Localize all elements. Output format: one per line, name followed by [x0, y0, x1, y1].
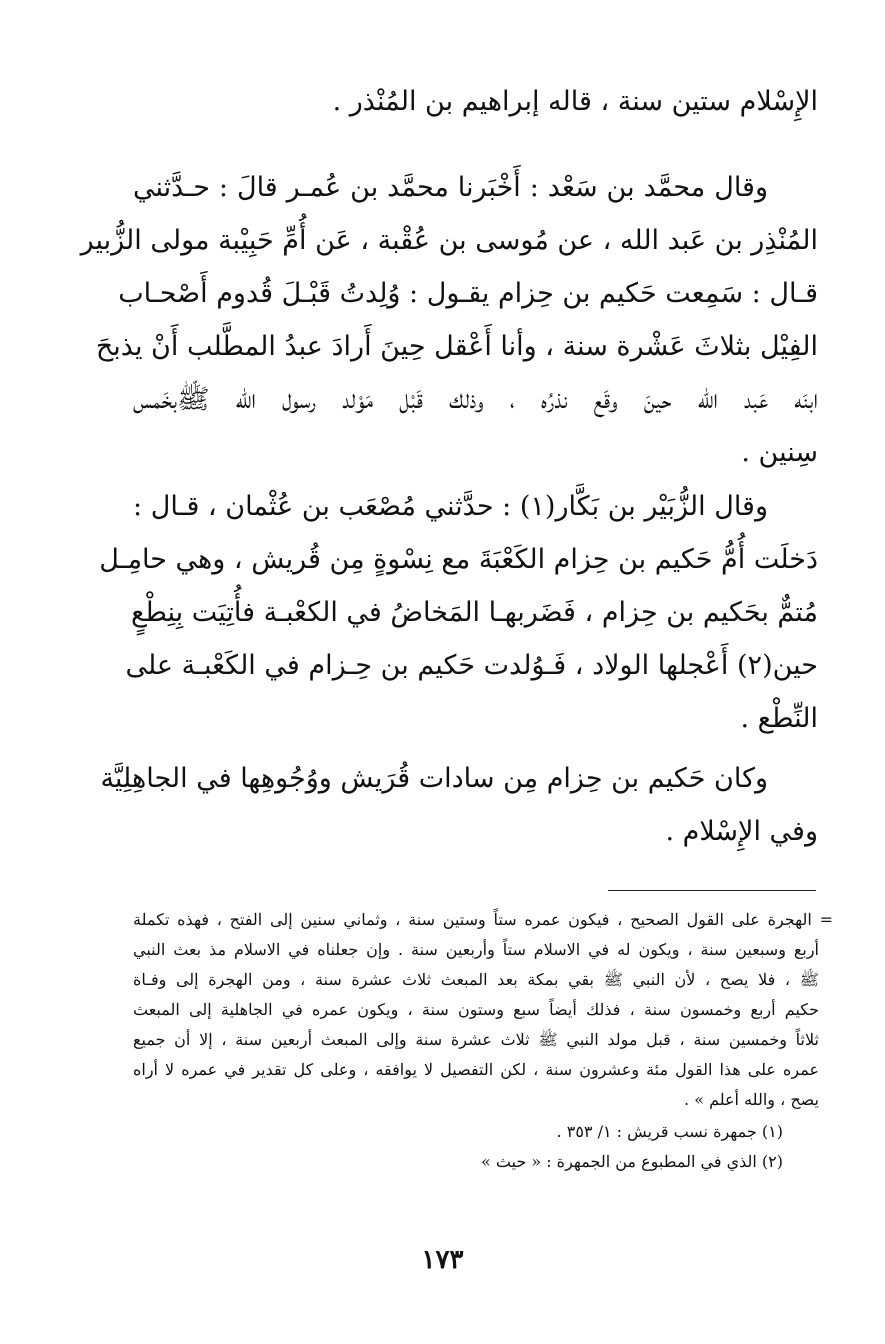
footnote-line: حكيم أربع وخمسون سنة ، فذلك أيضاً سبع وستون سنة ، ويكون عمره في الجاهلية إلى المبعث [133, 1000, 819, 1019]
footnote-line: أربع وسبعين سنة ، ويكون له في الاسلام ستاً وأربعين سنة . وإن جعلناه في الاسلام مذ بعث النبي [133, 940, 820, 959]
paragraph-1 [133, 75, 818, 128]
footnotes [133, 905, 833, 1177]
page-number: ١٧٣ [421, 1245, 464, 1275]
footnote-line: ﷺ ، فلا يصح ، لأن النبي ﷺ بقي بمكة بعد المبعث ثلاث عشرة سنة ، ومن الهجرة إلى وفـاة [133, 970, 820, 989]
footnote-line: عمره على هذا القول مئة وعشرون سنة ، لكن التفصيل لا يوافقه ، وعلى كل تقدير في عمره لا أراه [133, 1060, 819, 1079]
text-line: حين(٢) أَعْجلها الولاد ، فَـوُلدت حَكيم بن حِـزام في الكَعْبـة على [125, 650, 818, 681]
footnote-1: (١) جمهرة نسب قريش : ١/ ٣٥٣ . [556, 1122, 783, 1141]
text-line: دَخلَت أُمُّ حَكيم بن حِزام الكَعْبَةَ مع نِسْوةٍ مِن قُريش ، وهي حامِـل [99, 544, 818, 575]
text-line: وقال محمَّد بن سَعْد : أَخْبَرنا محمَّد بن عُمـر قالَ : حـدَّثني [133, 172, 768, 203]
text-line: وكان حَكيم بن حِزام مِن سادات قُرَيش ووُجُوهِها في الجاهِلِيَّة [100, 763, 768, 794]
text-line: قـال : سَمِعت حَكيم بن حِزام يقـول : وُلِدتُ قَبْـلَ قُدوم أَصْحـاب [118, 278, 818, 309]
text-line: الإِسْلام ستين سنة ، قاله إبراهيم بن المُنْذر . [332, 86, 818, 117]
footnote-line: = الهجرة على القول الصحيح ، فيكون عمره ستاً وستين سنة ، وثماني سنين إلى الفتح ، فهذه تكملة [133, 910, 833, 929]
footnote-line: ثلاثاً وخمسين سنة ، قبل مولد النبي ﷺ ثلاث عشرة سنة وإلى المبعث أربعين سنة ، إلا أن جميع [133, 1030, 819, 1049]
paragraph-4 [100, 752, 818, 858]
footnote-separator [608, 890, 816, 891]
text-line: ابنَه عَبد الله حينَ وقَع نذرُه ، وذلك قَبْل مَوْلد رسول الله ﷺبخَمس [133, 384, 818, 415]
footnote-2: (٢) الذي في المطبوع من الجمهرة : « حيث » [480, 1152, 783, 1171]
text-line: النِّطْع . [740, 703, 818, 734]
text-line: وقال الزُّبَيْر بن بَكَّار(١) : حدَّثني مُصْعَب بن عُثْمان ، قـال : [133, 491, 768, 522]
paragraph-3 [99, 480, 818, 745]
footnote-line: يصح ، والله أعلم » . [684, 1090, 819, 1109]
text-line: وفي الإِسْلام . [665, 816, 818, 847]
text-line: المُنْذِر بن عَبد الله ، عن مُوسى بن عُقْبة ، عَن أُمِّ حَبِيْبة مولى الزُّبير [80, 225, 818, 256]
text-line: مُتمٌّ بحَكيم بن حِزام ، فَضَربهـا المَخاضُ في الكعْبـة فأُتِيَت بِنِطْعٍ [130, 597, 818, 628]
text-line: الفِيْل بثلاثَ عَشْرة سنة ، وأنا أَعْقل حِينَ أَرادَ عبدُ المطَّلب أَنْ يذبحَ [95, 331, 818, 362]
paragraph-2 [80, 161, 818, 479]
text-line: سِنين . [741, 437, 818, 468]
